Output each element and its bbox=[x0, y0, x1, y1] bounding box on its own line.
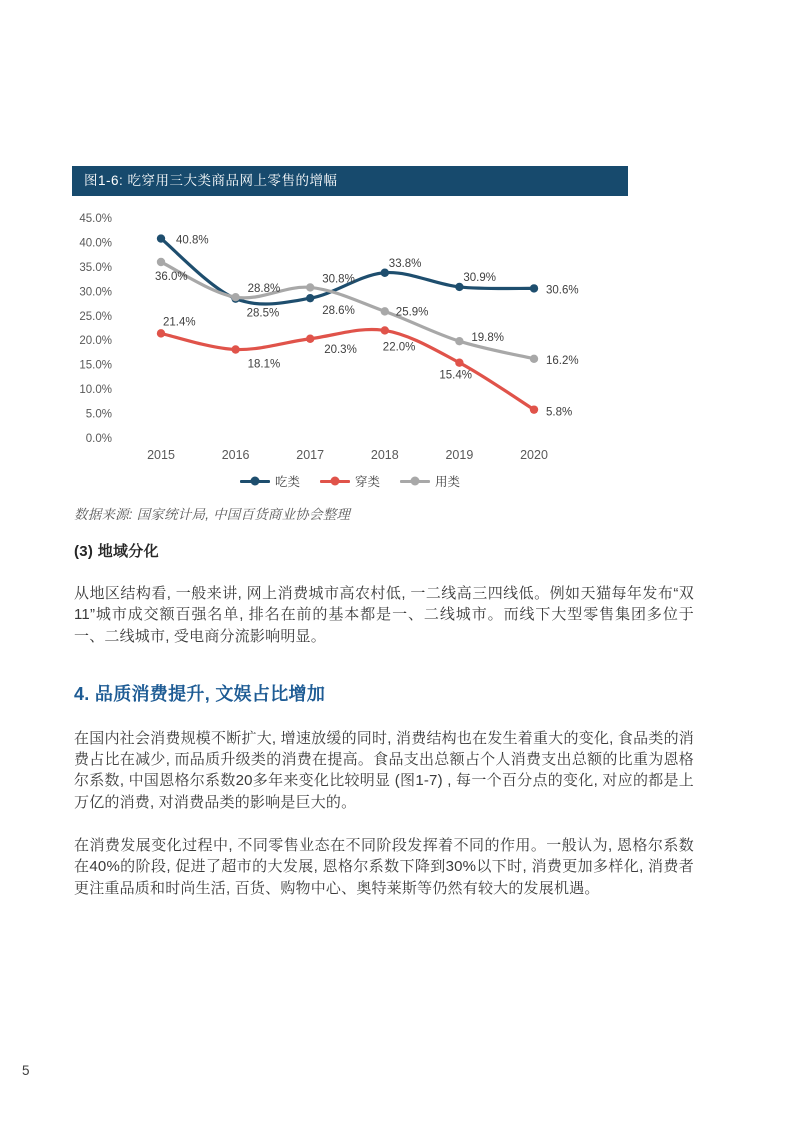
data-label: 15.4% bbox=[439, 369, 473, 382]
data-label: 36.0% bbox=[155, 271, 188, 283]
legend-marker-icon bbox=[240, 480, 270, 483]
y-axis-tick-label: 25.0% bbox=[79, 310, 112, 323]
data-point bbox=[381, 326, 389, 334]
text-column bbox=[74, 540, 694, 899]
data-label: 18.1% bbox=[247, 358, 281, 371]
legend-label: 用类 bbox=[435, 475, 461, 489]
data-label: 21.4% bbox=[163, 316, 196, 329]
data-point bbox=[381, 307, 389, 315]
data-label: 16.2% bbox=[546, 354, 579, 367]
data-label: 5.8% bbox=[546, 406, 573, 419]
data-point bbox=[231, 293, 239, 301]
y-axis-tick-label: 35.0% bbox=[79, 261, 112, 274]
paragraph: 在国内社会消费规模不断扩大, 增速放缓的同时, 消费结构也在发生着重大的变化, 食品类的消费占比在减少, 而品质升级类的消费在提高。食品支出总额占个人消费支出总额的比重为恩格尔系数, 中国恩格尔系数20多年来变化比较明显 (图1-7) , 每一个百分点的变化, 对应的都是上万亿的消费, 对消费品类的影响是巨大的。 bbox=[74, 729, 694, 811]
data-source-note: 数据来源: 国家统计局, 中国百货商业协会整理 bbox=[74, 507, 351, 522]
figure-1-6 bbox=[72, 166, 628, 490]
section-heading-4: 4. 品质消费提升, 文娱占比增加 bbox=[74, 683, 326, 704]
x-axis-tick-label: 2017 bbox=[296, 448, 325, 462]
data-point bbox=[530, 405, 538, 413]
data-label: 22.0% bbox=[382, 341, 416, 354]
y-axis-tick-label: 45.0% bbox=[79, 213, 112, 225]
data-point bbox=[530, 284, 538, 292]
y-axis-tick-label: 10.0% bbox=[79, 384, 112, 397]
figure-title-bar bbox=[72, 166, 628, 196]
x-axis-tick-label: 2018 bbox=[370, 448, 399, 462]
data-point bbox=[157, 234, 165, 242]
legend-label: 穿类 bbox=[354, 475, 380, 489]
data-label: 30.6% bbox=[546, 284, 579, 297]
chart-legend bbox=[72, 472, 628, 490]
data-label: 30.8% bbox=[322, 273, 355, 286]
data-label: 28.5% bbox=[246, 307, 280, 320]
paragraph: 从地区结构看, 一般来讲, 网上消费城市高农村低, 一二线高三四线低。例如天猫每年发布“双11”城市成交额百强名单, 排名在前的基本都是一、二线城市。而线下大型零售集团多位于一、二线城市, 受电商分流影响明显。 bbox=[74, 585, 694, 645]
data-point bbox=[381, 269, 389, 277]
y-axis-tick-label: 5.0% bbox=[85, 408, 112, 421]
data-point bbox=[306, 335, 314, 343]
x-axis-tick-label: 2015 bbox=[147, 448, 175, 462]
x-axis-tick-label: 2019 bbox=[445, 448, 474, 462]
section-heading-3: (3) 地域分化 bbox=[74, 543, 159, 560]
data-point bbox=[455, 283, 463, 291]
paragraph: 在消费发展变化过程中, 不同零售业态在不同阶段发挥着不同的作用。一般认为, 恩格尔系数在40%的阶段, 促进了超市的大发展, 恩格尔系数下降到30%以下时, 消费更加多样化, 消费者更注重品质和时尚生活, 百货、购物中心、奥特莱斯等仍然有较大的发展机遇。 bbox=[74, 837, 694, 897]
legend-item bbox=[240, 472, 300, 490]
data-label: 20.3% bbox=[324, 343, 357, 356]
data-label: 19.8% bbox=[471, 332, 505, 345]
data-point bbox=[530, 355, 538, 363]
y-axis-tick-label: 15.0% bbox=[79, 359, 112, 372]
line-chart bbox=[72, 196, 628, 468]
data-point bbox=[157, 329, 165, 337]
y-axis-tick-label: 20.0% bbox=[79, 335, 112, 348]
data-point bbox=[157, 258, 165, 266]
data-point bbox=[306, 283, 314, 291]
legend-label: 吃类 bbox=[274, 475, 300, 489]
data-point bbox=[306, 294, 314, 302]
legend-item bbox=[400, 472, 460, 490]
y-axis-tick-label: 30.0% bbox=[79, 286, 112, 299]
data-point bbox=[455, 359, 463, 367]
data-label: 30.9% bbox=[463, 271, 497, 284]
data-label: 28.8% bbox=[247, 283, 281, 296]
data-label: 40.8% bbox=[176, 234, 209, 247]
legend-marker-icon bbox=[320, 480, 350, 483]
data-label: 33.8% bbox=[388, 257, 422, 270]
legend-marker-icon bbox=[400, 480, 430, 483]
y-axis-tick-label: 40.0% bbox=[79, 237, 112, 250]
data-point bbox=[231, 345, 239, 353]
page-number: 5 bbox=[22, 1063, 30, 1078]
legend-item bbox=[320, 472, 380, 490]
x-axis-tick-label: 2020 bbox=[520, 448, 548, 462]
figure-title: 图1-6: 吃穿用三大类商品网上零售的增幅 bbox=[84, 173, 338, 188]
data-point bbox=[455, 337, 463, 345]
y-axis-tick-label: 0.0% bbox=[85, 433, 112, 445]
data-label: 28.6% bbox=[322, 305, 355, 318]
data-label: 25.9% bbox=[395, 306, 429, 319]
x-axis-tick-label: 2016 bbox=[221, 448, 250, 462]
